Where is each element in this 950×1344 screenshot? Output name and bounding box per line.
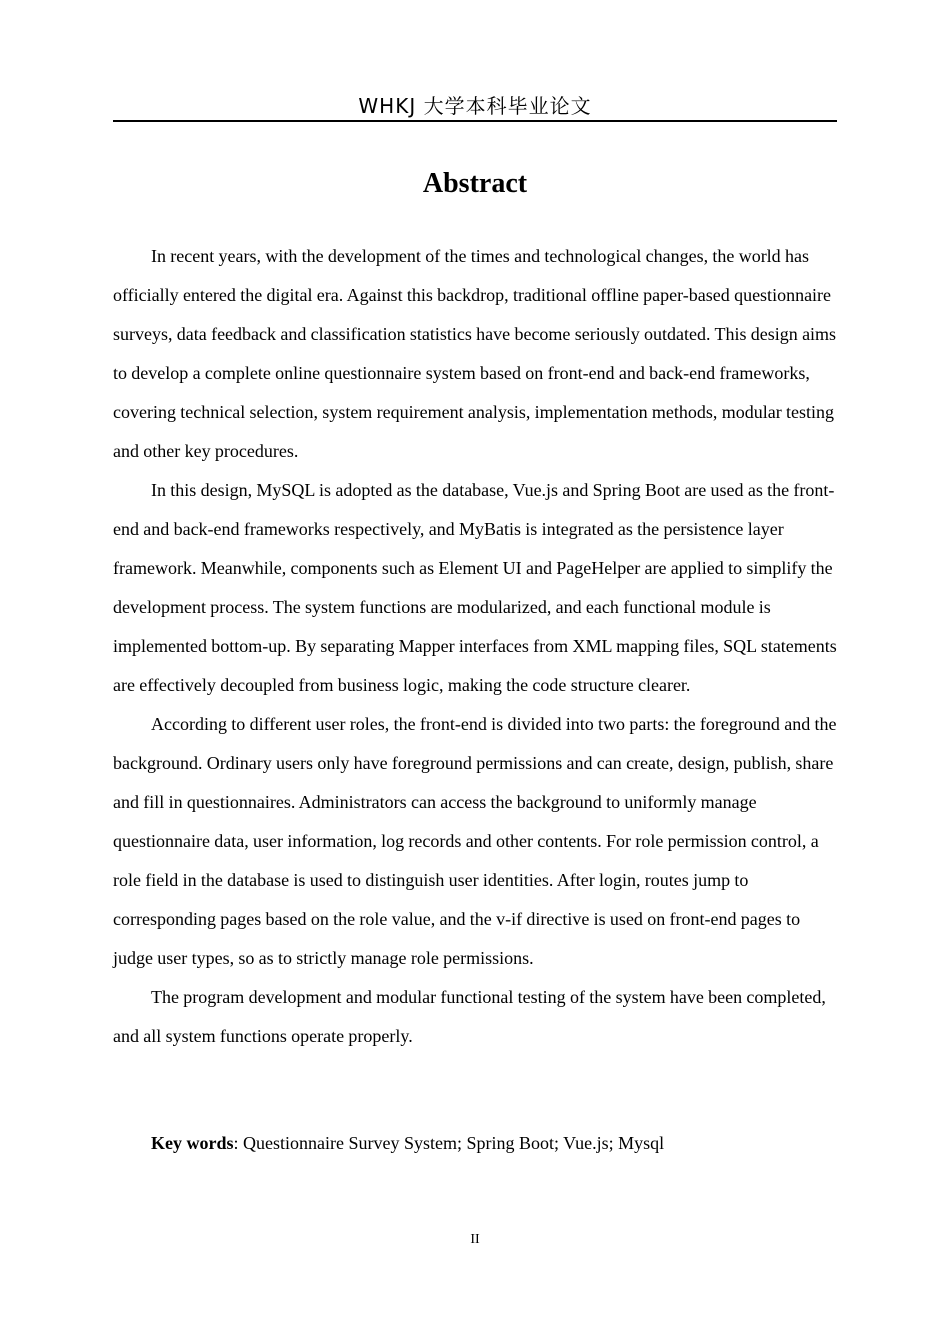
abstract-paragraph-4: The program development and modular functional testing of the system have been completed, and all system functions operate properly. bbox=[113, 987, 826, 1046]
keywords-label: Key words bbox=[151, 1133, 234, 1153]
abstract-paragraph-1: In recent years, with the development of the times and technological changes, the world has officially entered the digital era. Against this backdrop, traditional offline paper-based questionnaire surveys, data feedback and classification statistics have become seriously outdated. This design aims to develop a complete online questionnaire system based on front-end and back-end frameworks, covering technical selection, system requirement analysis, implementation methods, modular testing and other key procedures. bbox=[113, 246, 837, 461]
abstract-paragraph-3: According to different user roles, the front-end is divided into two parts: the foreground and the background. Ordinary users only have foreground permissions and can create, design, publish, share and fill in questionnaires. Administrators can access the background to uniformly manage questionnaire data, user information, log records and other contents. For role permission control, a role field in the database is used to distinguish user identities. After login, routes jump to corresponding pages based on the role value, and the v-if directive is used on front-end pages to judge user types, so as to strictly manage role permissions. bbox=[113, 714, 837, 968]
keywords-separator: : bbox=[233, 1133, 244, 1153]
keywords-line bbox=[113, 1124, 837, 1163]
abstract-body bbox=[113, 237, 837, 1056]
page-number: II bbox=[470, 1232, 480, 1247]
keywords-list: Questionnaire Survey System; Spring Boot; Vue.js; Mysql bbox=[243, 1133, 665, 1153]
abstract-paragraph-2: In this design, MySQL is adopted as the database, Vue.js and Spring Boot are used as the front-end and back-end frameworks respectively, and MyBatis is integrated as the persistence layer framework. Meanwhile, components such as Element UI and PageHelper are applied to simplify the development process. The system functions are modularized, and each functional module is implemented bottom-up. By separating Mapper interfaces from XML mapping files, SQL statements are effectively decoupled from business logic, making the code structure clearer. bbox=[113, 480, 837, 695]
running-title: WHKJ 大学本科毕业论文 bbox=[358, 94, 592, 118]
abstract-title: Abstract bbox=[422, 168, 528, 199]
page-header bbox=[113, 92, 837, 122]
